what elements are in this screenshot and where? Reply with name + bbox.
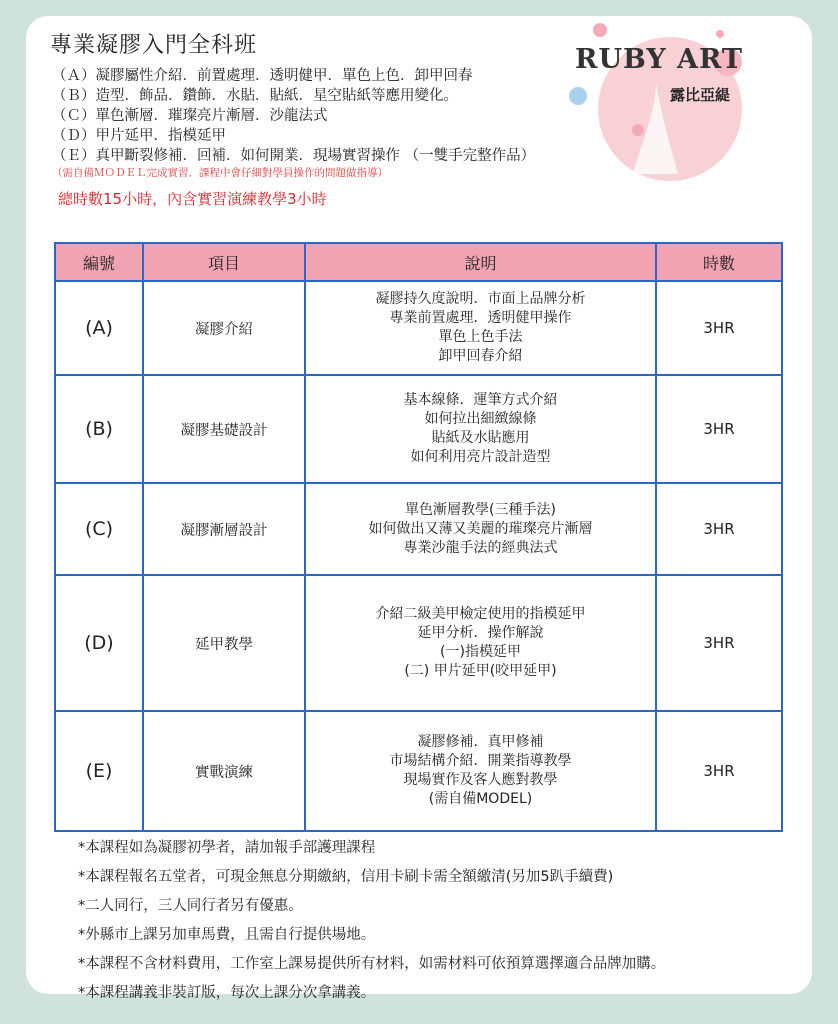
logo-subtitle: 露比亞緹 [670,86,731,104]
row-hours: 3HR [656,483,782,575]
desc-line: 單色上色手法 [438,329,523,345]
page-title: 專業凝膠入門全科班 [50,33,258,58]
outline-note: （需自備ＭＯＤＥＬ完成實習．課程中會仔細對學員操作的問題做指導） [52,167,388,179]
outline-item-c: （Ｃ）單色漸層．璀璨亮片漸層．沙龍法式 [52,108,328,124]
table-row [55,483,782,575]
row-code: (E) [55,711,143,831]
desc-line: 專業前置處理．透明健甲操作 [389,310,572,326]
desc-line: (一)指模延甲 [440,644,521,660]
row-hours: 3HR [656,281,782,375]
row-desc [305,483,656,575]
desc-line: 卸甲回春介紹 [438,348,523,364]
row-desc [305,281,656,375]
row-desc [305,375,656,483]
desc-line: 延甲分析．操作解說 [417,625,544,641]
row-item: 延甲教學 [143,575,305,711]
row-code: (A) [55,281,143,375]
desc-line: 現場實作及客人應對教學 [403,772,558,788]
desc-line: 介紹二級美甲檢定使用的指模延甲 [375,606,586,622]
table-row [55,375,782,483]
desc-line: 基本線條．運筆方式介紹 [403,392,558,408]
table-row [55,575,782,711]
row-hours: 3HR [656,375,782,483]
desc-line: 如何做出又薄又美麗的璀璨亮片漸層 [368,520,593,537]
header-code: 編號 [55,243,143,281]
row-item: 實戰演練 [143,711,305,831]
row-code: (D) [55,575,143,711]
header-hours: 時數 [656,243,782,281]
row-item: 凝膠漸層設計 [143,483,305,575]
outline-item-a: （Ａ）凝膠屬性介紹．前置處理．透明健甲．單色上色．卸甲回春 [52,68,473,84]
header-item: 項目 [143,243,305,281]
note-item: *二人同行，三人同行者另有優惠。 [78,898,303,914]
row-desc [305,575,656,711]
row-hours: 3HR [656,575,782,711]
note-item: *本課程如為凝膠初學者，請加報手部護理課程 [78,840,376,856]
desc-line: 單色漸層教學(三種手法) [405,501,556,518]
note-item: *本課程不含材料費用，工作室上課易提供所有材料，如需材料可依預算選擇適合品牌加購。 [78,956,666,972]
note-item: *外縣市上課另加車馬費，且需自行提供場地。 [78,927,376,943]
row-hours: 3HR [656,711,782,831]
table-header-row [55,243,782,281]
outline-item-b: （Ｂ）造型．飾品．鑽飾．水貼．貼紙．星空貼紙等應用變化。 [52,88,458,104]
desc-line: (需自備MODEL) [428,791,533,807]
outline-item-e: （Ｅ）真甲斷裂修補．回補．如何開業．現場實習操作 （一雙手完整作品） [52,148,536,164]
row-desc [305,711,656,831]
course-outline [52,66,535,180]
course-notes [78,834,665,1008]
course-table [54,242,783,832]
header-desc: 說明 [305,243,656,281]
desc-line: 貼紙及水貼應用 [431,430,530,446]
table-row [55,711,782,831]
desc-line: (二) 甲片延甲(咬甲延甲) [404,663,557,679]
row-item: 凝膠介紹 [143,281,305,375]
note-item: *本課程報名五堂者，可現金無息分期繳納，信用卡刷卡需全額繳清(另加5趴手續費) [78,869,614,885]
note-item: *本課程講義非裝訂版，每次上課分次拿講義。 [78,985,376,1001]
row-item: 凝膠基礎設計 [143,375,305,483]
outline-item-d: （Ｄ）甲片延甲．指模延甲 [52,128,226,144]
desc-line: 如何拉出細緻線條 [424,411,537,427]
desc-line: 凝膠持久度說明．市面上品牌分析 [375,291,586,307]
desc-line: 專業沙龍手法的經典法式 [403,539,558,556]
desc-line: 市場結構介紹．開業指導教學 [389,753,572,769]
row-code: (C) [55,483,143,575]
row-code: (B) [55,375,143,483]
logo-name: RUBY ART [575,44,744,75]
desc-line: 凝膠修補．真甲修補 [417,734,544,750]
desc-line: 如何利用亮片設計造型 [410,449,551,465]
table-row [55,281,782,375]
total-hours: 總時數15小時，內含實習演練教學3小時 [58,190,327,208]
